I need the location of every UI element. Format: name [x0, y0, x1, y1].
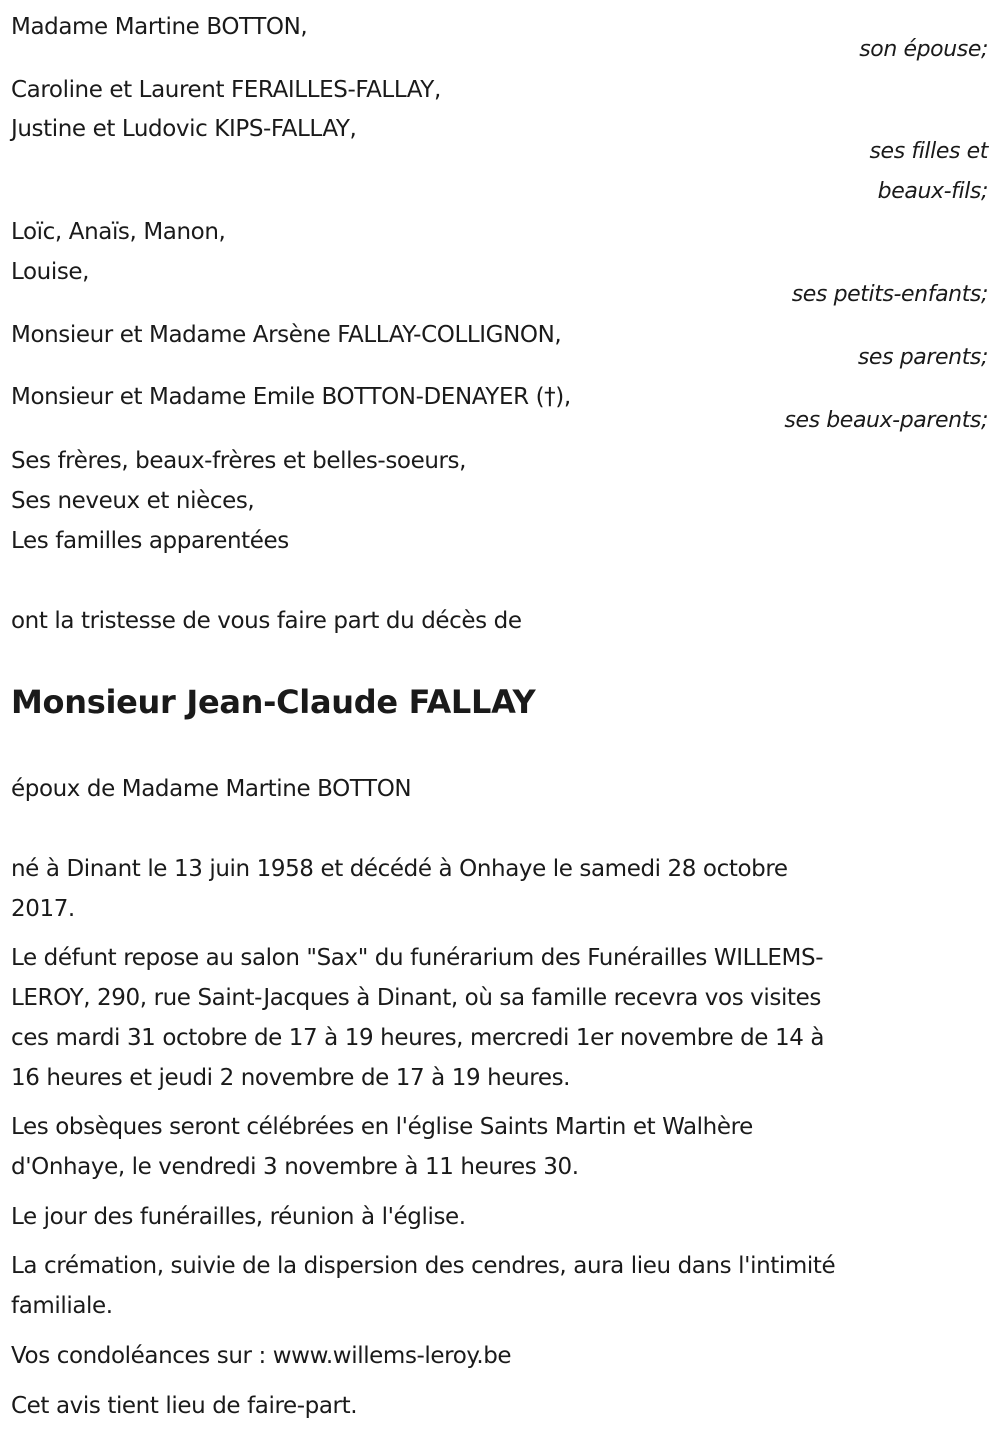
funeral-line: Les obsèques seront célébrées en l'église Saints Martin et Walhère: [11, 1114, 753, 1140]
funeral-line: d'Onhaye, le vendredi 3 novembre à 11 heures 30.: [11, 1154, 579, 1180]
visitation-line: Le défunt repose au salon "Sax" du funérarium des Funérailles WILLEMS-: [11, 945, 824, 971]
cremation-line: La crémation, suivie de la dispersion des cendres, aura lieu dans l'intimité: [11, 1253, 836, 1279]
deceased-name: Monsieur Jean-Claude FALLAY: [11, 683, 536, 721]
spouse-of: époux de Madame Martine BOTTON: [11, 776, 412, 802]
birth-death-line: 2017.: [11, 896, 75, 922]
child-line: Caroline et Laurent FERAILLES-FALLAY,: [11, 77, 441, 103]
visitation-line: 16 heures et jeudi 2 novembre de 17 à 19 heures.: [11, 1065, 571, 1091]
child-line: Justine et Ludovic KIPS-FALLAY,: [11, 116, 357, 142]
announcement: ont la tristesse de vous faire part du décès de: [11, 608, 522, 634]
meeting: Le jour des funérailles, réunion à l'église.: [11, 1204, 466, 1230]
condolences: Vos condoléances sur : www.willems-leroy.be: [11, 1343, 512, 1369]
spouse-name: Madame Martine BOTTON,: [11, 14, 308, 40]
children-role: beaux-fils;: [877, 179, 988, 204]
in-laws-name: Monsieur et Madame Emile BOTTON-DENAYER (†),: [11, 384, 571, 410]
children-role: ses filles et: [869, 139, 988, 164]
grandchildren-line: Loïc, Anaïs, Manon,: [11, 219, 226, 245]
others-line: Ses frères, beaux-frères et belles-soeurs,: [11, 448, 467, 474]
in-laws-role: ses beaux-parents;: [784, 408, 988, 433]
grandchildren-line: Louise,: [11, 259, 90, 285]
visitation-line: LEROY, 290, rue Saint-Jacques à Dinant, où sa famille recevra vos visites: [11, 985, 821, 1011]
birth-death-line: né à Dinant le 13 juin 1958 et décédé à Onhaye le samedi 28 octobre: [11, 856, 788, 882]
cremation-line: familiale.: [11, 1293, 113, 1319]
parents-role: ses parents;: [857, 345, 988, 370]
others-line: Ses neveux et nièces,: [11, 488, 255, 514]
spouse-role: son épouse;: [859, 37, 988, 62]
notice: Cet avis tient lieu de faire-part.: [11, 1393, 358, 1419]
parents-name: Monsieur et Madame Arsène FALLAY-COLLIGNON,: [11, 322, 562, 348]
visitation-line: ces mardi 31 octobre de 17 à 19 heures, mercredi 1er novembre de 14 à: [11, 1025, 825, 1051]
others-line: Les familles apparentées: [11, 528, 289, 554]
grandchildren-role: ses petits-enfants;: [791, 282, 988, 307]
